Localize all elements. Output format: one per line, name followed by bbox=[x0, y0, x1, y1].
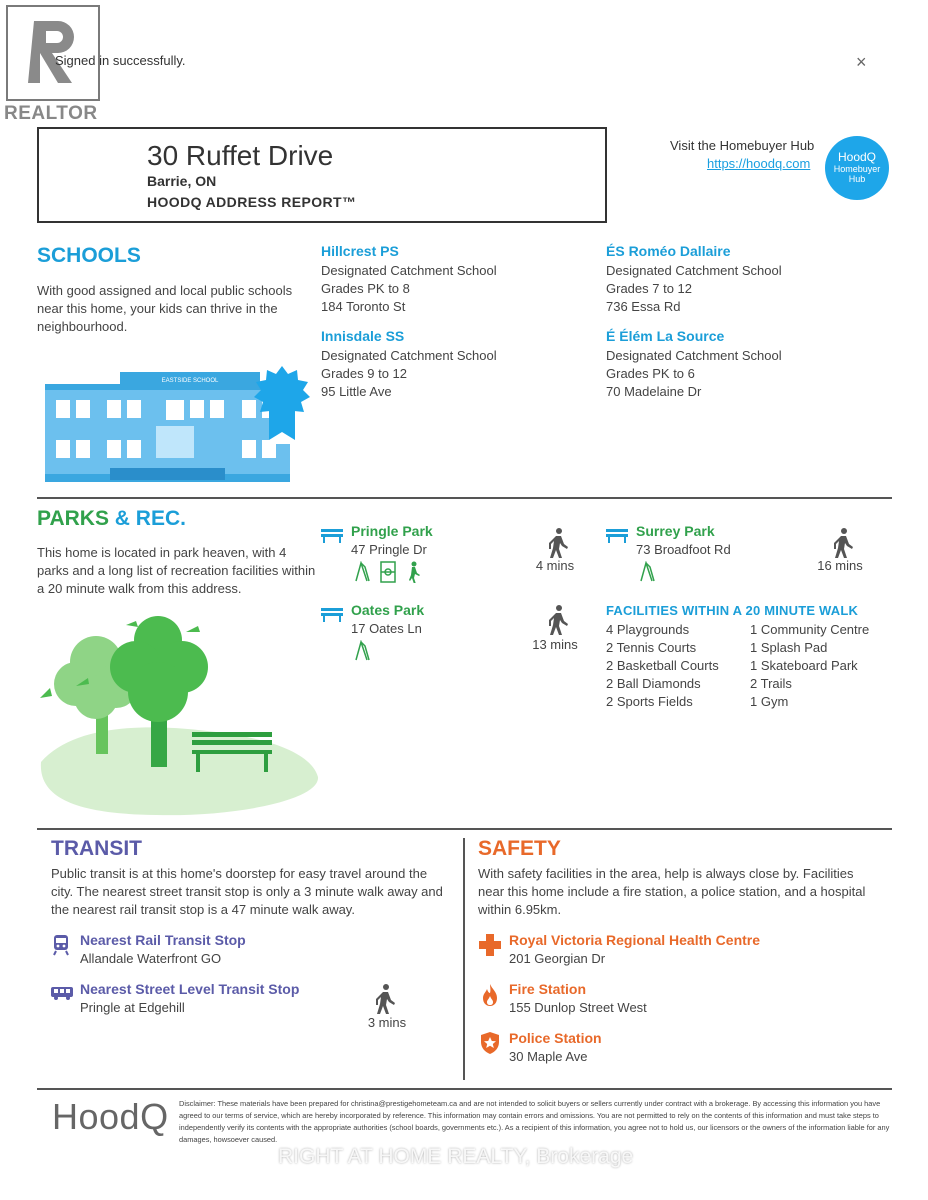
school-address: 184 Toronto St bbox=[321, 299, 406, 314]
facilities-heading: FACILITIES WITHIN A 20 MINUTE WALK bbox=[606, 603, 859, 618]
homebuyer-hub-link[interactable]: https://hoodq.com bbox=[707, 156, 811, 171]
hospital-cross-icon bbox=[479, 934, 501, 956]
school-card[interactable] bbox=[321, 243, 497, 316]
walk-time: 3 mins bbox=[367, 1015, 407, 1030]
street-transit-stop: Pringle at Edgehill bbox=[80, 1000, 185, 1015]
bench-icon bbox=[321, 606, 343, 622]
facility-item: 2 Sports Fields bbox=[606, 694, 693, 709]
section-divider bbox=[37, 497, 892, 499]
school-grades: Grades PK to 6 bbox=[606, 366, 695, 381]
sports-field-icon bbox=[381, 562, 395, 582]
street-transit-label[interactable]: Nearest Street Level Transit Stop bbox=[80, 981, 300, 997]
safety-heading: SAFETY bbox=[478, 837, 561, 860]
realtor-logo-text: REALTOR bbox=[4, 103, 98, 124]
bus-icon bbox=[50, 985, 74, 1001]
schools-heading: SCHOOLS bbox=[37, 244, 141, 267]
facility-item: 1 Community Centre bbox=[750, 622, 870, 637]
playground-slide-icon bbox=[353, 640, 373, 662]
facility-item: 2 Tennis Courts bbox=[606, 640, 697, 655]
train-icon bbox=[52, 934, 70, 956]
facilities-right-list bbox=[750, 621, 869, 711]
school-name[interactable]: Hillcrest PS bbox=[321, 243, 399, 259]
park-illustration bbox=[36, 612, 321, 822]
safety-facility-name[interactable]: Royal Victoria Regional Health Centre bbox=[509, 932, 761, 948]
report-label: HOODQ ADDRESS REPORT™ bbox=[147, 194, 357, 210]
safety-facility-name[interactable]: Police Station bbox=[509, 1030, 602, 1046]
school-name[interactable]: É Élém La Source bbox=[606, 328, 725, 344]
school-address: 70 Madelaine Dr bbox=[606, 384, 702, 399]
school-type: Designated Catchment School bbox=[606, 263, 782, 278]
rail-transit-label[interactable]: Nearest Rail Transit Stop bbox=[80, 932, 246, 948]
hub-badge-sub2: Hub bbox=[848, 174, 866, 184]
school-grades: Grades PK to 8 bbox=[321, 281, 410, 296]
signed-in-message: Signed in successfully. bbox=[55, 53, 186, 68]
park-amenity-icons bbox=[353, 561, 443, 583]
facility-item: 2 Trails bbox=[750, 676, 792, 691]
park-address: 47 Pringle Dr bbox=[351, 542, 427, 557]
property-address: 30 Ruffet Drive bbox=[147, 140, 334, 171]
section-divider bbox=[37, 1088, 892, 1090]
park-name[interactable]: Pringle Park bbox=[351, 523, 433, 539]
facility-item: 1 Splash Pad bbox=[750, 640, 828, 655]
school-type: Designated Catchment School bbox=[321, 348, 497, 363]
column-divider bbox=[463, 838, 465, 1080]
parks-heading bbox=[37, 507, 186, 531]
school-card[interactable] bbox=[606, 328, 782, 401]
school-grades: Grades 9 to 12 bbox=[321, 366, 407, 381]
playground-slide-icon bbox=[638, 561, 658, 583]
facility-item: 1 Skateboard Park bbox=[750, 658, 858, 673]
school-card[interactable] bbox=[321, 328, 497, 401]
school-building-illustration bbox=[40, 360, 315, 490]
playground-slide-icon bbox=[356, 563, 369, 581]
park-address: 73 Broadfoot Rd bbox=[636, 542, 731, 557]
safety-facility-address: 155 Dunlop Street West bbox=[509, 1000, 647, 1015]
facility-item: 1 Gym bbox=[750, 694, 789, 709]
school-type: Designated Catchment School bbox=[321, 263, 497, 278]
property-city: Barrie, ON bbox=[147, 173, 217, 189]
facilities-left-list bbox=[606, 621, 719, 711]
police-shield-icon bbox=[480, 1031, 500, 1055]
walk-time: 4 mins bbox=[535, 558, 575, 573]
brokerage-watermark: RIGHT AT HOME REALTY, Brokerage bbox=[278, 1145, 634, 1168]
rail-transit-stop: Allandale Waterfront GO bbox=[80, 951, 222, 966]
facility-item: 2 Basketball Courts bbox=[606, 658, 719, 673]
school-grades: Grades 7 to 12 bbox=[606, 281, 692, 296]
safety-facility-name[interactable]: Fire Station bbox=[509, 981, 587, 997]
parks-heading-word: PARKS bbox=[37, 507, 109, 530]
park-name[interactable]: Oates Park bbox=[351, 602, 425, 618]
homebuyer-hub-text: Visit the Homebuyer Hub bbox=[670, 138, 815, 153]
rec-heading-word: & REC. bbox=[114, 507, 186, 530]
transit-heading: TRANSIT bbox=[51, 837, 142, 860]
bench-icon bbox=[321, 527, 343, 543]
hub-badge-sub1: Homebuyer bbox=[833, 164, 881, 174]
facility-item: 4 Playgrounds bbox=[606, 622, 690, 637]
disclaimer-text: Disclaimer: These materials have been prepared for christina@prestigehometeam.ca and are not intended to solicit buyers or sellers currently under contract with a brokerage. By accessing this information you have agreed to our terms of service, which are hereby incorporated by reference. This information may contain errors and omissions. You are not permitted to rely on the contents of this information and must take steps to independently verify its contents with the appropriate authorities (school boards, governments etc.). As a recipient of this information, you agree not to hold us, our licensors or the owners of the information liable for any damages, howsoever caused. bbox=[179, 1099, 890, 1144]
section-divider bbox=[37, 828, 892, 830]
school-type: Designated Catchment School bbox=[606, 348, 782, 363]
school-name[interactable]: Innisdale SS bbox=[321, 328, 405, 344]
walking-person-icon bbox=[540, 604, 571, 641]
facility-item: 2 Ball Diamonds bbox=[606, 676, 701, 691]
park-name[interactable]: Surrey Park bbox=[636, 523, 715, 539]
close-icon[interactable]: × bbox=[856, 52, 867, 72]
hub-badge-title: HoodQ bbox=[837, 150, 877, 164]
hoodq-logo: HoodQ bbox=[52, 1096, 169, 1137]
transit-description: Public transit is at this home's doorstep for easy travel around the city. The nearest street transit stop is only a 3 minute walk away and the nearest rail transit stop is a 47 minute walk away. bbox=[51, 866, 443, 917]
safety-facility-address: 30 Maple Ave bbox=[509, 1049, 588, 1064]
running-person-icon bbox=[409, 562, 420, 584]
walk-time: 16 mins bbox=[817, 558, 863, 573]
park-address: 17 Oates Ln bbox=[351, 621, 422, 636]
walk-time: 13 mins bbox=[532, 637, 578, 652]
school-sign-text: EASTSIDE SCHOOL bbox=[161, 378, 219, 384]
school-address: 95 Little Ave bbox=[321, 384, 392, 399]
safety-facility-address: 201 Georgian Dr bbox=[509, 951, 606, 966]
school-address: 736 Essa Rd bbox=[606, 299, 681, 314]
bench-icon bbox=[606, 527, 628, 543]
hoodq-hub-badge[interactable] bbox=[825, 136, 889, 200]
parks-description: This home is located in park heaven, with 4 parks and a long list of recreation facilities within a 20 minute walk from this address. bbox=[37, 545, 316, 596]
safety-description: With safety facilities in the area, help is always close by. Facilities near this home include a fire station, a police station, and a hospital within 6.95km. bbox=[478, 866, 866, 917]
school-name[interactable]: ÉS Roméo Dallaire bbox=[606, 243, 731, 259]
schools-description: With good assigned and local public schools near this home, your kids can thrive in the neighbourhood. bbox=[37, 283, 293, 334]
flame-icon bbox=[481, 983, 499, 1007]
school-card[interactable] bbox=[606, 243, 782, 316]
